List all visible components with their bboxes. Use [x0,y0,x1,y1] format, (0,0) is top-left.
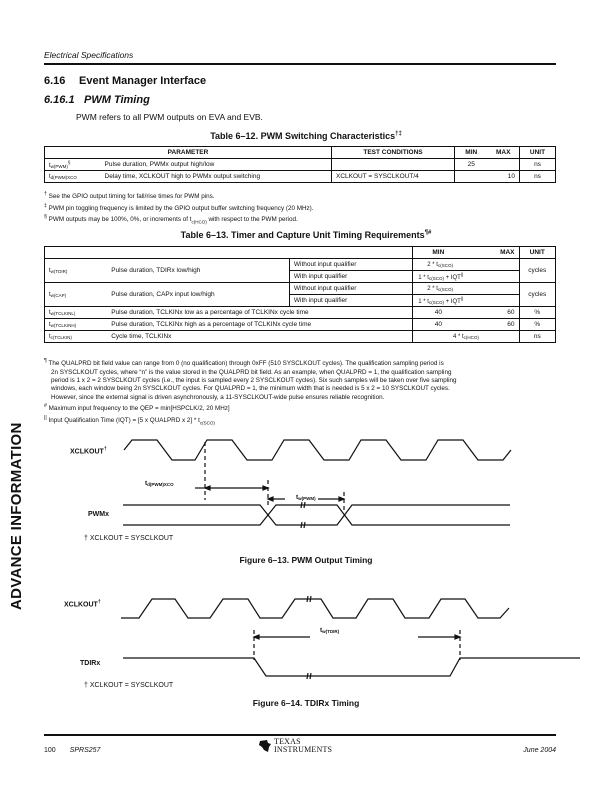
table-row [45,159,556,171]
doc-id: SPRS257 [69,747,101,754]
param-symbol: $t_{d(PWM)XCO}$ [45,171,101,183]
max-value: 60 [463,319,519,331]
param-description: Pulse duration, TCLKINx low as a percentage of TCLKINx cycle time [107,307,413,319]
section-number: 6.16 [44,75,66,87]
table-row [45,259,556,271]
table-6-12-footnotes [44,190,556,227]
param-symbol: $t_{w(TDIR)}$ [45,259,108,283]
min-value: $2 * t_{c(SCO)}$ [413,283,519,295]
param-symbol: $t_{c(TCLKIN)}$ [45,331,108,343]
col-min: MIN [413,247,464,259]
unit: ns [519,331,555,343]
min-value [455,171,488,183]
test-conditions: XCLKOUT = SYSCLKOUT/4 [332,171,455,183]
min-value: $1 * t_{c(SCO)} + IQT^{||}$ [413,271,519,283]
col-test-conditions: TEST CONDITIONS [332,147,455,159]
pwm-timing-diagram [60,430,580,540]
table-6-12 [44,146,556,183]
param-description: Pulse duration, TDIRx low/high [107,259,289,283]
table-row [45,283,556,295]
col-unit: UNIT [520,147,556,159]
min-value: 25 [455,159,488,171]
figure-6-13-note: † XCLKOUT = SYSCLKOUT [84,535,174,542]
footer-left [44,747,100,754]
intro-paragraph: PWM refers to all PWM outputs on EVA and EVB. [76,112,263,122]
param-description: Pulse duration, TCLKINx high as a percentage of TCLKINx cycle time [107,319,413,331]
col-unit: UNIT [519,247,555,259]
header-rule [44,63,556,65]
col-parameter: PARAMETER [45,147,332,159]
running-header: Electrical Specifications [44,50,134,60]
table-6-13 [44,246,556,343]
unit: cycles [519,283,555,307]
min-value: $4 * t_{c(HCO)}$ [413,331,519,343]
footnote: ‡ PWM pin toggling frequency is limited by the GPIO output buffer switching frequency (20 MHz). [44,202,314,212]
max-value [488,159,520,171]
section-title: Event Manager Interface [79,75,207,87]
table-row [45,319,556,331]
param-symbol: $t_{w(TCLKINH)}$ [45,319,108,331]
col-min: MIN [455,147,488,159]
signal-pwmx: PWMx [88,511,109,518]
condition-label: With input qualifier [289,271,412,283]
label-tw-pwm: $t_{w(PWM)}$ [296,494,316,501]
max-value: 10 [488,171,520,183]
footnote: † See the GPIO output timing for fall/rise times for PWM pins. [44,191,215,201]
unit: cycles [519,259,555,283]
ti-logo: TEXAS INSTRUMENTS [258,738,332,754]
figure-6-14-note: † XCLKOUT = SYSCLKOUT [84,682,174,689]
footer-date: June 2004 [523,747,556,754]
table-row [45,307,556,319]
min-value: 40 [413,319,464,331]
table-6-13-footnotes: ¶ The QUALPRD bit field value can range from 0 (no qualification) through 0xFF (510 SYSCLKOUT cycles). The qualification sampling period is 2n SYSCLKOUT cycles, where “n” is the value stored in the QUALPRD bit field. As an example, when QUALPRD = 1, the qualification sampling period is 1 x 2 = 2 SYSCLKOUT cycles (i.e., the input is sampled every 2 SYSCLKOUT cycles). Six such samples will be taken over five sampling windows, each window being 2n SYSCLKOUT cycles. For QUALPRD = 1, the minimum width that is needed is 5 x 2 = 10 SYSCLKOUT cycles. However, since the external signal is driven asynchronously, a 11-SYSCLKOUT-wide pulse ensures reliable recognition. # Maximum input frequency to the QEP = min[HSPCLK/2, 20 MHz] || Input Qualification Time (IQT) = [5 x QUALPRD x $2] * t_{c(SCO)}$ [44,357,556,427]
param-description: Pulse duration, PWMx output high/low [101,159,332,171]
signal-xclkout: XCLKOUT† [64,599,101,609]
param-description: Delay time, XCLKOUT high to PWMx output switching [101,171,332,183]
page-number: 100 [44,747,56,754]
table-header-row [45,247,556,259]
test-conditions [332,159,455,171]
table-row [45,331,556,343]
section-heading [44,75,206,87]
tdir-timing-diagram [60,580,580,690]
table-header-row [45,147,556,159]
param-description: Pulse duration, CAPx input low/high [107,283,289,307]
param-symbol: $t_{w(TCLKINL)}$ [45,307,108,319]
figure-6-14-caption: Figure 6–14. TDIRx Timing [252,698,360,708]
min-value: $1 * t_{c(SCO)} + IQT^{||}$ [413,295,519,307]
ti-logo-icon [258,739,272,753]
unit: ns [520,171,556,183]
param-description: Cycle time, TCLKINx [107,331,413,343]
max-value: 60 [463,307,519,319]
condition-label: With input qualifier [289,295,412,307]
min-value: $2 * t_{c(SCO)}$ [413,259,519,271]
param-symbol: $t_{w(PWM)}^\S$ [45,159,101,171]
table-6-13-caption: Table 6–13. Timer and Capture Unit Timing Requirements¶# [180,230,432,240]
advance-information-banner: ADVANCE INFORMATION [8,422,25,610]
figure-6-13-caption: Figure 6–13. PWM Output Timing [239,555,373,565]
subsection-title: PWM Timing [84,94,150,106]
subsection-number: 6.16.1 [44,94,75,106]
condition-label: Without input qualifier [289,283,412,295]
min-value: 40 [413,307,464,319]
param-symbol: $t_{w(CAP)}$ [45,283,108,307]
footnote: § PWM outputs may be 100%, 0%, or increments of $t_{c(HCO)}$ with respect to the PWM period. [44,214,298,225]
unit: ns [520,159,556,171]
label-td-pwm-xco: $t_{d(PWM)XCO}$ [145,480,174,487]
unit: % [519,319,555,331]
label-tw-tdir: $t_{w(TDIR)}$ [320,627,340,634]
col-max: MAX [463,247,519,259]
col-max: MAX [488,147,520,159]
footer-rule [44,734,556,736]
signal-tdirx: TDIRx [80,660,101,667]
condition-label: Without input qualifier [289,259,412,271]
unit: % [519,307,555,319]
table-row [45,171,556,183]
footnote: ¶ The QUALPRD bit field value can range from 0 (no qualification) through 0xFF (510 SYSCLKOUT cycles). The qualification sampling period is [44,358,444,368]
footnote: # Maximum input frequency to the QEP = min[HSPCLK/2, 20 MHz] [44,403,230,413]
signal-xclkout: XCLKOUT† [70,446,107,456]
table-6-12-caption: Table 6–12. PWM Switching Characteristics†‡ [210,131,402,141]
footnote: || Input Qualification Time (IQT) = [5 x QUALPRD x $2] * t_{c(SCO)}$ [44,414,215,425]
subsection-heading [44,94,150,106]
